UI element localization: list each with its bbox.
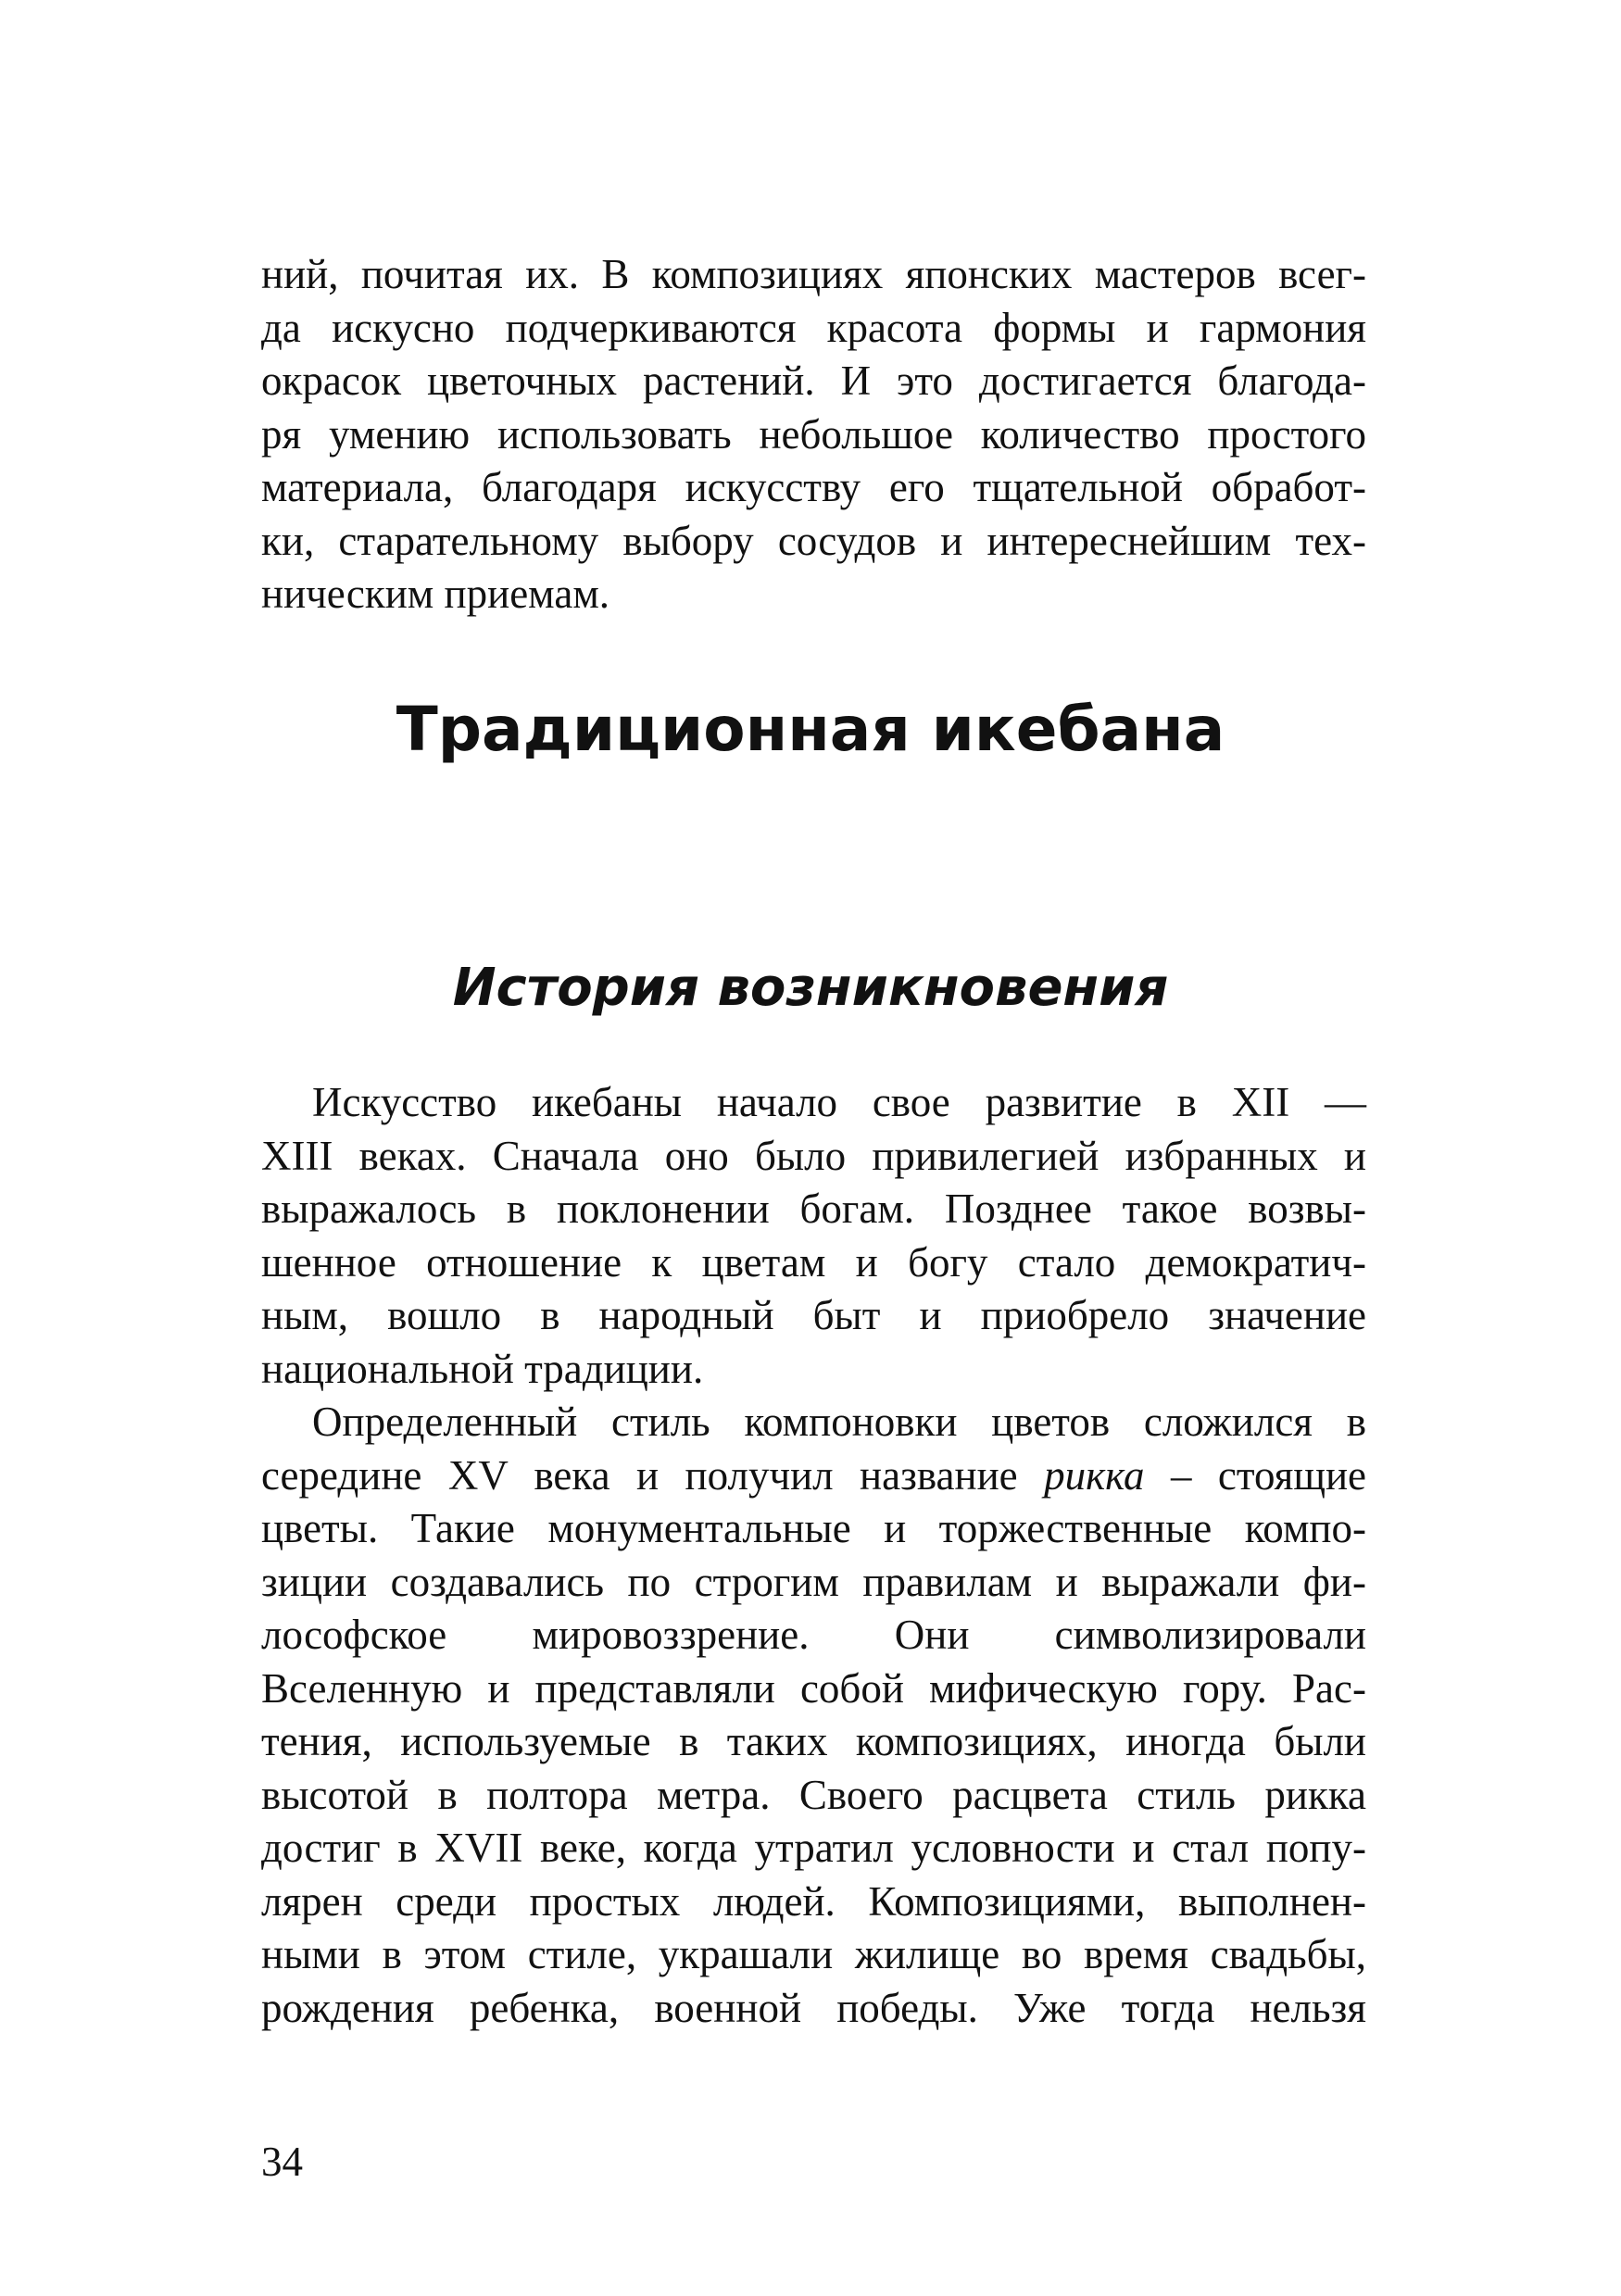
paragraph-line: Вселенную и представляли собой мифическую гору. Рас-	[261, 1664, 1366, 1712]
paragraph-line: ными в этом стиле, украшали жилище во время свадьбы,	[261, 1931, 1366, 1977]
paragraph-line: Искусство икебаны начало свое развитие в XII —	[312, 1079, 1366, 1125]
paragraph-line: тения, используемые в таких композициях, иногда были	[261, 1718, 1366, 1764]
intro-line: материала, благодаря искусству его тщательной обработ-	[261, 464, 1366, 510]
paragraph-line: национальной традиции.	[261, 1345, 704, 1392]
paragraph-line: высотой в полтора метра. Своего расцвета стиль рикка	[261, 1771, 1366, 1818]
paragraph-line: рождения ребенка, военной победы. Уже тогда нельзя	[261, 1984, 1366, 2031]
intro-line: ки, старательному выбору сосудов и интереснейшим тех-	[261, 517, 1366, 564]
intro-paragraph	[261, 248, 1366, 621]
paragraph-2	[261, 1396, 1366, 2035]
intro-line: окрасок цветочных растений. И это достигается благода-	[261, 358, 1366, 404]
paragraph-line: Определенный стиль компоновки цветов сложился в	[312, 1399, 1366, 1445]
intro-line: ническим приемам.	[261, 571, 610, 617]
paragraph-line-with-term	[261, 1449, 1366, 1503]
paragraph-line: ным, вошло в народный быт и приобрело значение	[261, 1292, 1366, 1338]
paragraph-line: зиции создавались по строгим правилам и выражали фи-	[261, 1558, 1366, 1605]
paragraph-line: достиг в XVII веке, когда утратил условности и стал попу-	[261, 1825, 1366, 1871]
paragraph-1	[261, 1076, 1366, 1396]
page-number: 34	[261, 2139, 303, 2185]
paragraph-text: середине XV века и получил название	[261, 1451, 1018, 1499]
paragraph-line: XIII веках. Сначала оно было привилегией избранных и	[261, 1132, 1366, 1179]
chapter-title: Традиционная икебана	[396, 694, 1225, 765]
rikka-term: рикка	[1044, 1451, 1145, 1499]
paragraph-text: – стоящие	[1171, 1451, 1367, 1499]
intro-line: ний, почитая их. В композициях японских мастеров всег-	[261, 251, 1366, 297]
paragraph-line: шенное отношение к цветам и богу стало демократич-	[261, 1238, 1366, 1286]
paragraph-line: лософское мировоззрение. Они символизировали	[261, 1612, 1366, 1658]
paragraph-line: выражалось в поклонении богам. Позднее такое возвы-	[261, 1186, 1366, 1232]
intro-line: да искусно подчеркиваются красота формы и гармония	[261, 304, 1366, 351]
paragraph-line: цветы. Такие монументальные и торжественные компо-	[261, 1505, 1366, 1551]
intro-line: ря умению использовать небольшое количество простого	[261, 410, 1366, 458]
paragraph-line: лярен среди простых людей. Композициями, выполнен-	[261, 1877, 1366, 1925]
section-title: История возникновения	[452, 958, 1169, 1018]
